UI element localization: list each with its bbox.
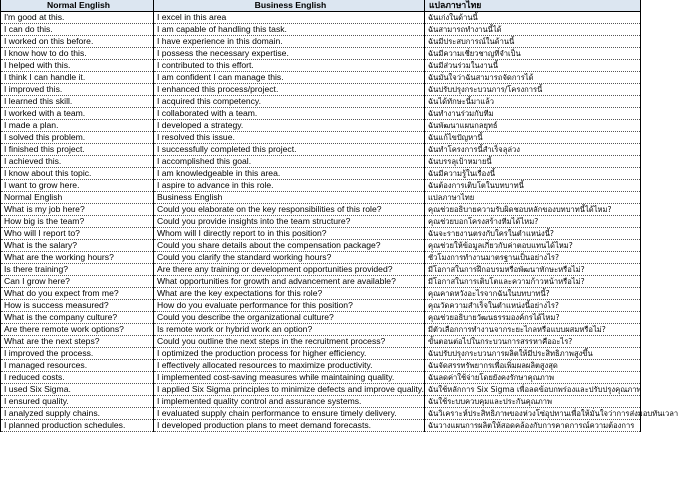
cell-thai-translation[interactable]: คุณคาดหวังอะไรจากฉันในบทบาทนี้?: [425, 288, 641, 300]
cell-normal-english[interactable]: What is my job here?: [1, 204, 154, 216]
table-row: [1, 192, 641, 204]
cell-thai-translation[interactable]: ฉันมีส่วนร่วมในงานนี้: [425, 60, 641, 72]
table-row: [1, 168, 641, 180]
table-row: [1, 372, 641, 384]
cell-business-english[interactable]: I evaluated supply chain performance to ensure timely delivery.: [154, 408, 425, 420]
cell-thai-translation[interactable]: แปลภาษาไทย: [425, 192, 641, 204]
cell-normal-english[interactable]: What is the company culture?: [1, 312, 154, 324]
cell-thai-translation[interactable]: คุณช่วยบอกโครงสร้างทีมได้ไหม?: [425, 216, 641, 228]
cell-normal-english[interactable]: What are the working hours?: [1, 252, 154, 264]
cell-business-english[interactable]: I successfully completed this project.: [154, 144, 425, 156]
table-row: [1, 12, 641, 24]
cell-normal-english[interactable]: Normal English: [1, 192, 154, 204]
cell-normal-english[interactable]: I want to grow here.: [1, 180, 154, 192]
cell-business-english[interactable]: I implemented cost-saving measures while maintaining quality.: [154, 372, 425, 384]
cell-business-english[interactable]: Whom will I directly report to in this position?: [154, 228, 425, 240]
cell-normal-english[interactable]: I improved the process.: [1, 348, 154, 360]
table-row: [1, 300, 641, 312]
cell-business-english[interactable]: Could you share details about the compensation package?: [154, 240, 425, 252]
cell-normal-english[interactable]: Are there remote work options?: [1, 324, 154, 336]
cell-business-english[interactable]: I enhanced this process/project.: [154, 84, 425, 96]
cell-thai-translation[interactable]: ฉันทำโครงการนี้สำเร็จลุล่วง: [425, 144, 641, 156]
cell-thai-translation[interactable]: ฉันมีความรู้ในเรื่องนี้: [425, 168, 641, 180]
cell-business-english[interactable]: I collaborated with a team.: [154, 108, 425, 120]
cell-normal-english[interactable]: I ensured quality.: [1, 396, 154, 408]
cell-business-english[interactable]: Could you provide insights into the team structure?: [154, 216, 425, 228]
cell-thai-translation[interactable]: ฉันทำงานร่วมกับทีม: [425, 108, 641, 120]
table-row: [1, 120, 641, 132]
cell-business-english[interactable]: I accomplished this goal.: [154, 156, 425, 168]
cell-normal-english[interactable]: What do you expect from me?: [1, 288, 154, 300]
cell-normal-english[interactable]: How is success measured?: [1, 300, 154, 312]
cell-thai-translation[interactable]: มีโอกาสในการเติบโตและความก้าวหน้าหรือไม่?: [425, 276, 641, 288]
cell-normal-english[interactable]: Can I grow here?: [1, 276, 154, 288]
cell-business-english[interactable]: I possess the necessary expertise.: [154, 48, 425, 60]
cell-normal-english[interactable]: I helped with this.: [1, 60, 154, 72]
table-row: [1, 408, 641, 420]
cell-business-english[interactable]: Could you describe the organizational culture?: [154, 312, 425, 324]
cell-business-english[interactable]: I am knowledgeable in this area.: [154, 168, 425, 180]
table-row: [1, 288, 641, 300]
cell-thai-translation[interactable]: ฉันสามารถทำงานนี้ได้: [425, 24, 641, 36]
table-row: [1, 240, 641, 252]
cell-thai-translation[interactable]: ฉันใช้หลักการ Six Sigma เพื่อลดข้อบกพร่องและปรับปรุงคุณภาพ: [425, 384, 641, 396]
cell-business-english[interactable]: I developed production plans to meet demand forecasts.: [154, 420, 425, 432]
table-row: [1, 420, 641, 432]
cell-thai-translation[interactable]: ฉันพัฒนาแผนกลยุทธ์: [425, 120, 641, 132]
cell-thai-translation[interactable]: ฉันมั่นใจว่าฉันสามารถจัดการได้: [425, 72, 641, 84]
table-row: [1, 84, 641, 96]
cell-business-english[interactable]: I effectively allocated resources to maximize productivity.: [154, 360, 425, 372]
cell-business-english[interactable]: I developed a strategy.: [154, 120, 425, 132]
cell-thai-translation[interactable]: มีตัวเลือกการทำงานจากระยะไกลหรือแบบผสมหรือไม่?: [425, 324, 641, 336]
cell-normal-english[interactable]: I worked with a team.: [1, 108, 154, 120]
table-row: [1, 204, 641, 216]
cell-business-english[interactable]: I optimized the production process for higher efficiency.: [154, 348, 425, 360]
cell-thai-translation[interactable]: ฉันเก่งในด้านนี้: [425, 12, 641, 24]
cell-business-english[interactable]: I excel in this area: [154, 12, 425, 24]
table-row: [1, 48, 641, 60]
cell-business-english[interactable]: Could you elaborate on the key responsibilities of this role?: [154, 204, 425, 216]
cell-normal-english[interactable]: I learned this skill.: [1, 96, 154, 108]
cell-business-english[interactable]: I am capable of handling this task.: [154, 24, 425, 36]
cell-business-english[interactable]: I acquired this competency.: [154, 96, 425, 108]
cell-business-english[interactable]: I am confident I can manage this.: [154, 72, 425, 84]
cell-normal-english[interactable]: I improved this.: [1, 84, 154, 96]
cell-thai-translation[interactable]: ฉันต้องการเติบโตในบทบาทนี้: [425, 180, 641, 192]
table-row: [1, 180, 641, 192]
table-row: [1, 360, 641, 372]
cell-normal-english[interactable]: I worked on this before.: [1, 36, 154, 48]
header-business-english[interactable]: Business English: [154, 0, 425, 12]
cell-thai-translation[interactable]: มีโอกาสในการฝึกอบรมหรือพัฒนาทักษะหรือไม่?: [425, 264, 641, 276]
cell-thai-translation[interactable]: ชั่วโมงการทำงานมาตรฐานเป็นอย่างไร?: [425, 252, 641, 264]
cell-normal-english[interactable]: I used Six Sigma.: [1, 384, 154, 396]
cell-normal-english[interactable]: I finished this project.: [1, 144, 154, 156]
cell-normal-english[interactable]: How big is the team?: [1, 216, 154, 228]
cell-normal-english[interactable]: I reduced costs.: [1, 372, 154, 384]
cell-business-english[interactable]: I applied Six Sigma principles to minimize defects and improve quality.: [154, 384, 425, 396]
cell-business-english[interactable]: I contributed to this effort.: [154, 60, 425, 72]
cell-thai-translation[interactable]: คุณช่วยอธิบายความรับผิดชอบหลักของบทบาทนี้ได้ไหม?: [425, 204, 641, 216]
cell-normal-english[interactable]: I know about this topic.: [1, 168, 154, 180]
cell-thai-translation[interactable]: ฉันบรรลุเป้าหมายนี้: [425, 156, 641, 168]
cell-normal-english[interactable]: Is there training?: [1, 264, 154, 276]
cell-thai-translation[interactable]: ขั้นตอนต่อไปในกระบวนการสรรหาคืออะไร?: [425, 336, 641, 348]
header-normal-english[interactable]: Normal English: [1, 0, 154, 12]
cell-normal-english[interactable]: I analyzed supply chains.: [1, 408, 154, 420]
table-row: [1, 60, 641, 72]
cell-thai-translation[interactable]: ฉันมีความเชี่ยวชาญที่จำเป็น: [425, 48, 641, 60]
header-thai-translation[interactable]: แปลภาษาไทย: [425, 0, 641, 12]
cell-thai-translation[interactable]: คุณช่วยให้ข้อมูลเกี่ยวกับค่าตอบแทนได้ไหม?: [425, 240, 641, 252]
cell-business-english[interactable]: I resolved this issue.: [154, 132, 425, 144]
cell-normal-english[interactable]: I made a plan.: [1, 120, 154, 132]
cell-thai-translation[interactable]: ฉันวางแผนการผลิตให้สอดคล้องกับการคาดการณ์ความต้องการ: [425, 420, 641, 432]
table-row: [1, 132, 641, 144]
cell-business-english[interactable]: Could you outline the next steps in the recruitment process?: [154, 336, 425, 348]
table-row: [1, 24, 641, 36]
table-row: [1, 144, 641, 156]
cell-thai-translation[interactable]: ฉันปรับปรุงกระบวนการ/โครงการนี้: [425, 84, 641, 96]
table-row: [1, 96, 641, 108]
table-row: [1, 252, 641, 264]
cell-thai-translation[interactable]: ฉันลดค่าใช้จ่ายโดยยังคงรักษาคุณภาพ: [425, 372, 641, 384]
cell-business-english[interactable]: How do you evaluate performance for this position?: [154, 300, 425, 312]
cell-thai-translation[interactable]: ฉันปรับปรุงกระบวนการผลิตให้มีประสิทธิภาพสูงขึ้น: [425, 348, 641, 360]
cell-thai-translation[interactable]: ฉันมีประสบการณ์ในด้านนี้: [425, 36, 641, 48]
cell-thai-translation[interactable]: คุณวัดความสำเร็จในตำแหน่งนี้อย่างไร?: [425, 300, 641, 312]
table-row: [1, 216, 641, 228]
table-row: [1, 156, 641, 168]
cell-normal-english[interactable]: What are the next steps?: [1, 336, 154, 348]
table-row: [1, 336, 641, 348]
cell-normal-english[interactable]: I'm good at this.: [1, 12, 154, 24]
cell-business-english[interactable]: I have experience in this domain.: [154, 36, 425, 48]
cell-thai-translation[interactable]: ฉันได้ทักษะนี้มาแล้ว: [425, 96, 641, 108]
cell-normal-english[interactable]: I solved this problem.: [1, 132, 154, 144]
cell-business-english[interactable]: I aspire to advance in this role.: [154, 180, 425, 192]
cell-normal-english[interactable]: I can do this.: [1, 24, 154, 36]
cell-normal-english[interactable]: I managed resources.: [1, 360, 154, 372]
cell-thai-translation[interactable]: ฉันจัดสรรทรัพยากรเพื่อเพิ่มผลผลิตสูงสุด: [425, 360, 641, 372]
table-row: [1, 108, 641, 120]
cell-normal-english[interactable]: I planned production schedules.: [1, 420, 154, 432]
cell-normal-english[interactable]: I achieved this.: [1, 156, 154, 168]
table-row: [1, 264, 641, 276]
cell-business-english[interactable]: Business English: [154, 192, 425, 204]
cell-thai-translation[interactable]: ฉันวิเคราะห์ประสิทธิภาพของห่วงโซ่อุปทานเพื่อให้มั่นใจว่าการส่งมอบทันเวลา: [425, 408, 641, 420]
cell-business-english[interactable]: Is remote work or hybrid work an option?: [154, 324, 425, 336]
table-row: [1, 324, 641, 336]
cell-business-english[interactable]: What opportunities for growth and advancement are available?: [154, 276, 425, 288]
cell-normal-english[interactable]: What is the salary?: [1, 240, 154, 252]
cell-business-english[interactable]: What are the key expectations for this role?: [154, 288, 425, 300]
table-row: [1, 384, 641, 396]
table-row: [1, 312, 641, 324]
cell-thai-translation[interactable]: ฉันใช้ระบบควบคุมและประกันคุณภาพ: [425, 396, 641, 408]
table-row: [1, 348, 641, 360]
cell-thai-translation[interactable]: ฉันจะรายงานตรงกับใครในตำแหน่งนี้?: [425, 228, 641, 240]
cell-normal-english[interactable]: Who will I report to?: [1, 228, 154, 240]
header-row: [1, 0, 641, 12]
table-row: [1, 228, 641, 240]
cell-normal-english[interactable]: I think I can handle it.: [1, 72, 154, 84]
table-row: [1, 396, 641, 408]
table-row: [1, 36, 641, 48]
cell-business-english[interactable]: Are there any training or development opportunities provided?: [154, 264, 425, 276]
cell-business-english[interactable]: I implemented quality control and assurance systems.: [154, 396, 425, 408]
cell-business-english[interactable]: Could you clarify the standard working hours?: [154, 252, 425, 264]
cell-thai-translation[interactable]: คุณช่วยอธิบายวัฒนธรรมองค์กรได้ไหม?: [425, 312, 641, 324]
cell-normal-english[interactable]: I know how to do this.: [1, 48, 154, 60]
cell-thai-translation[interactable]: ฉันแก้ไขปัญหานี้: [425, 132, 641, 144]
table-row: [1, 276, 641, 288]
table-row: [1, 72, 641, 84]
